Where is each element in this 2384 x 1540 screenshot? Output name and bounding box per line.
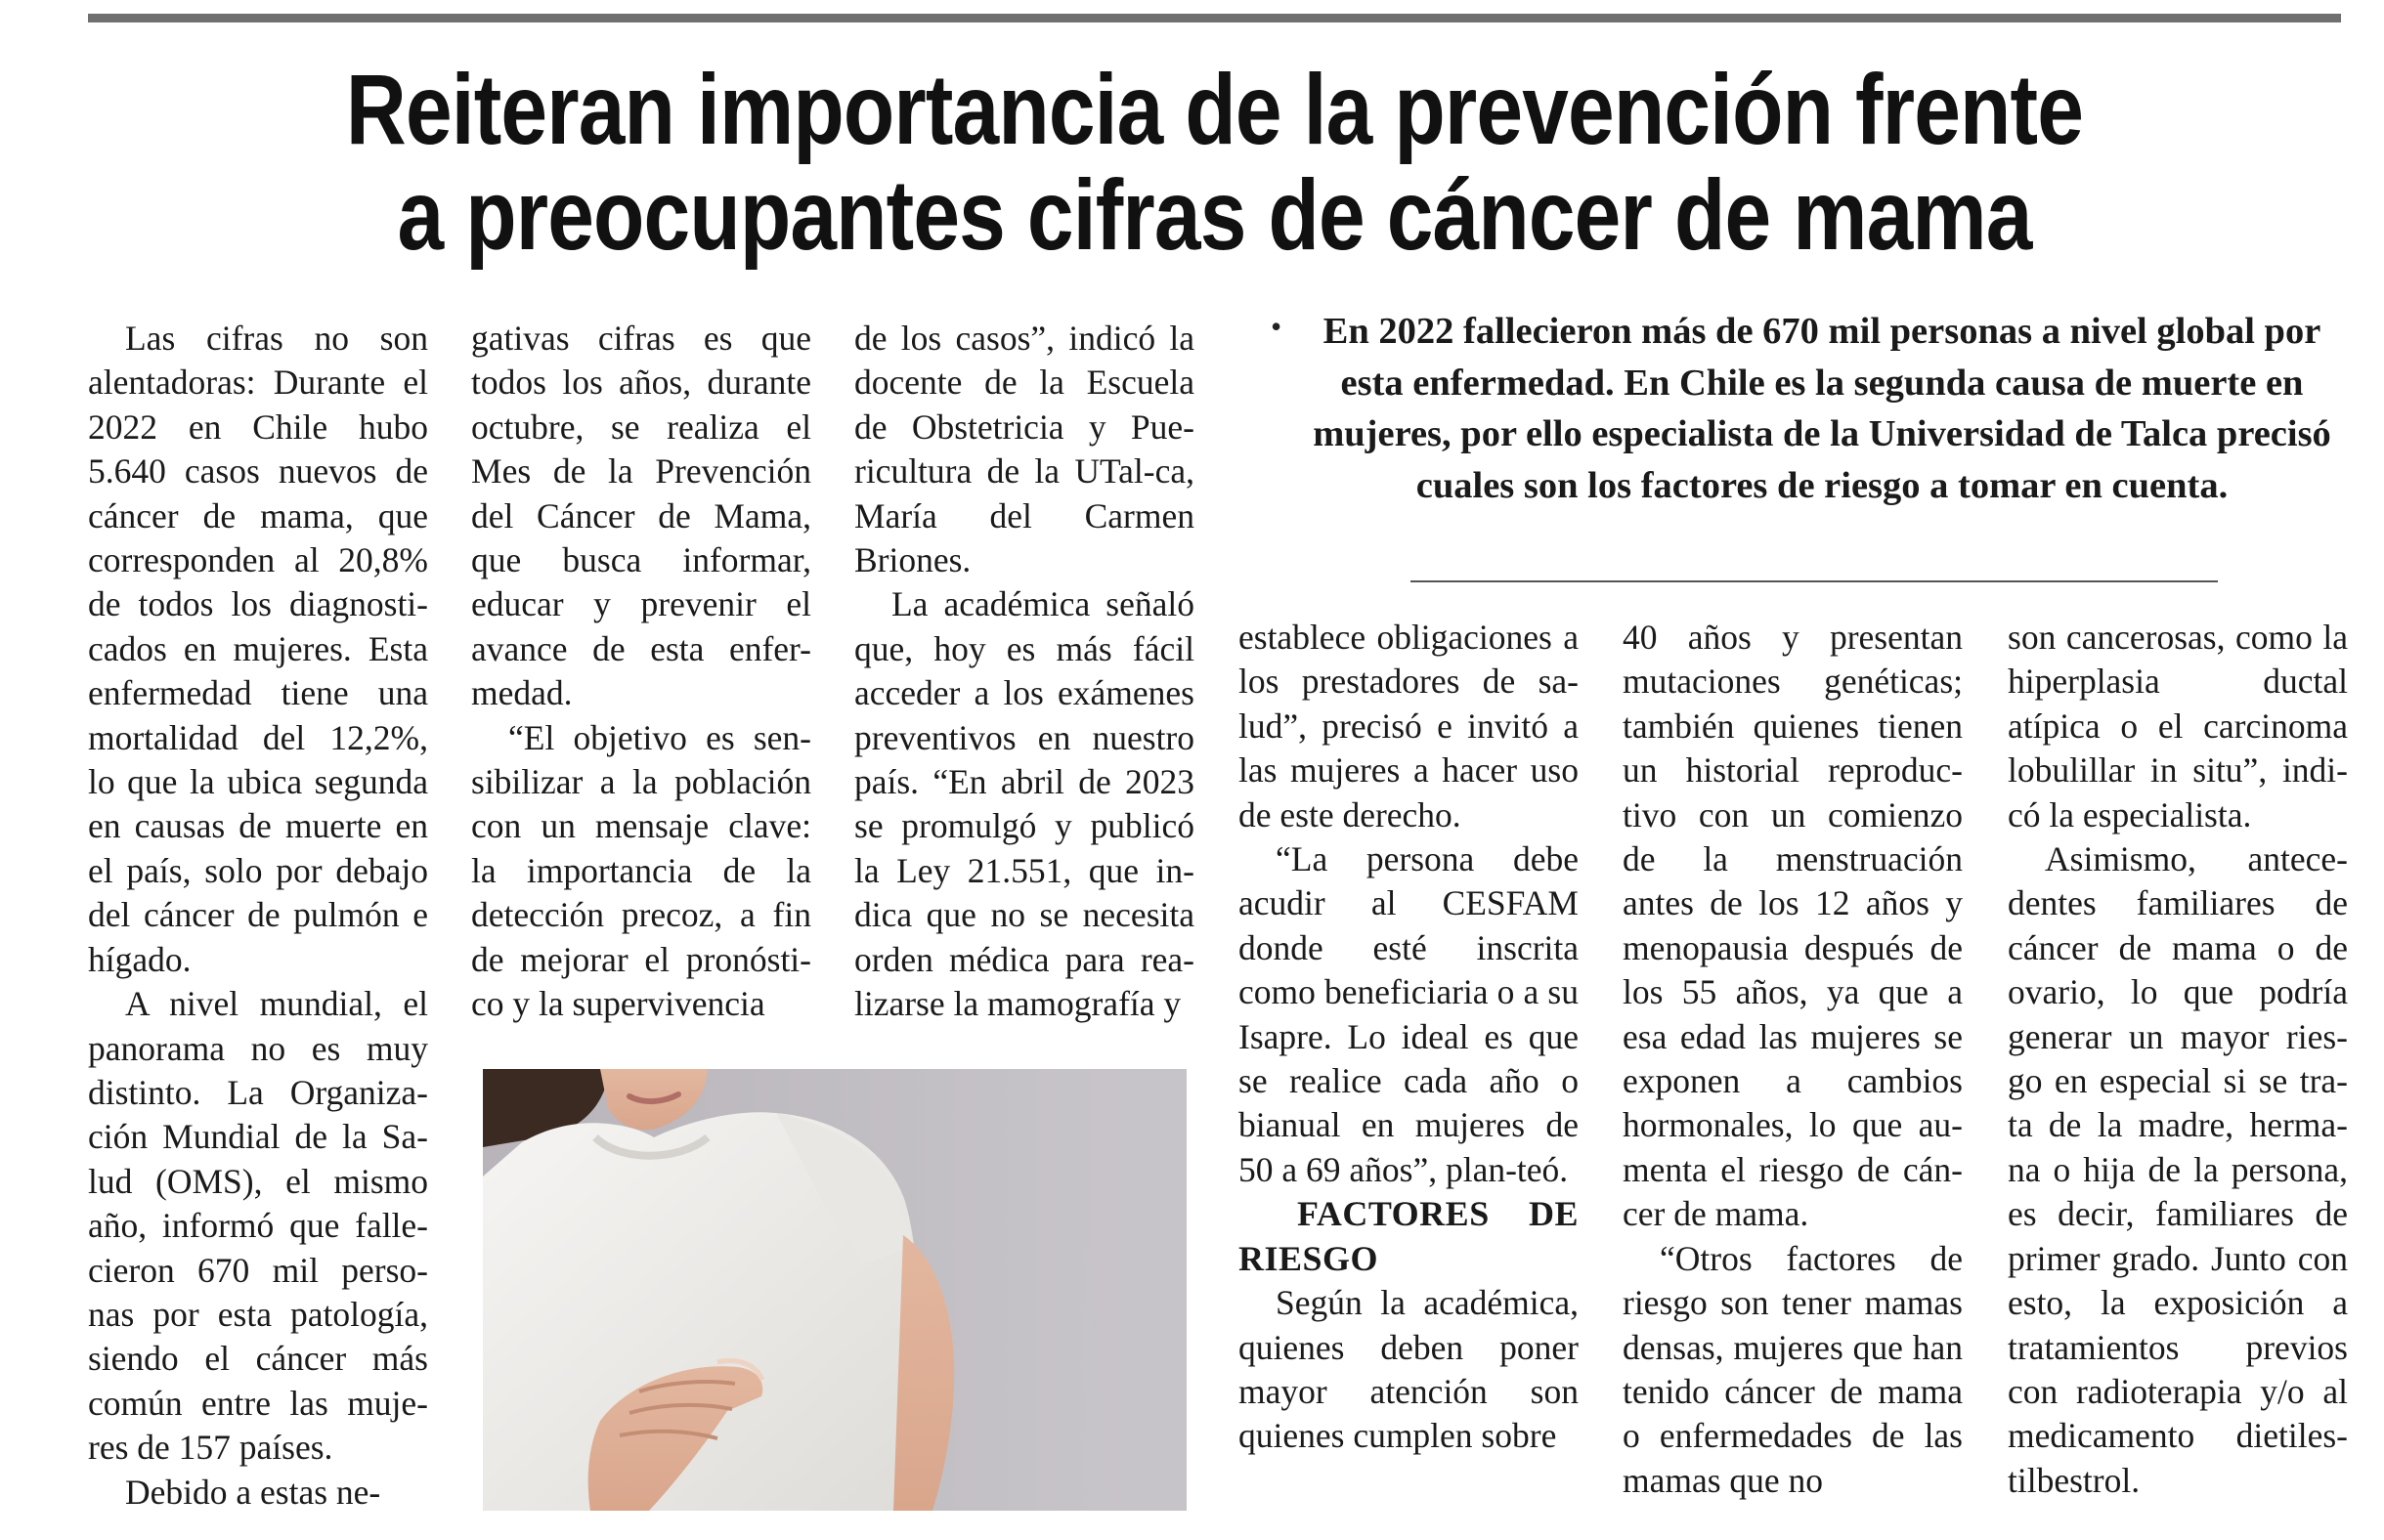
headline-line-2: a preocupantes cifras de cáncer de mama — [397, 159, 2032, 271]
body-paragraph: “Otros factores de riesgo son tener mamas densas, mujeres que han tenido cáncer de mama o enfermedades de las mamas que no — [1623, 1238, 1963, 1500]
woman-breast-exam-illustration — [483, 1069, 1187, 1511]
lead-divider — [1410, 580, 2218, 582]
headline — [268, 54, 2160, 271]
body-paragraph: son cancerosas, como la hiperplasia ductal atípica o el carcinoma lobulillar in situ”, indi-có la especialista. — [2008, 618, 2348, 834]
lead-bullet: • — [1271, 309, 1282, 344]
body-paragraph: A nivel mundial, el panorama no es muy distinto. La Organiza-ción Mundial de la Sa-lud (OMS), el mismo año, informó que falle-cieron 670 mil perso-nas por esta patología, siendo el cáncer más común entre las muje-res de 157 países. — [88, 984, 428, 1468]
body-paragraph: Las cifras no son alentadoras: Durante el 2022 en Chile hubo 5.640 casos nuevos de cáncer de mama, que corresponden al 20,8% de todos los diagnosti-cados en mujeres. Esta enfermedad tiene una mortalidad del 12,2%, lo que la ubica segunda en causas de muerte en el país, solo por debajo del cáncer de pulmón e hígado. — [88, 319, 428, 979]
body-paragraph: de los casos”, indicó la docente de la Escuela de Obstetricia y Pue-ricultura de la UTal-ca, María del Carmen Briones. — [854, 319, 1194, 580]
article-column-4 — [1238, 616, 1579, 1459]
lead-summary: En 2022 fallecieron más de 670 mil personas a nivel global por esta enfermedad. En Chile es la segunda causa de muerte en mujeres, por ello especialista de la Universidad de Talca precisó cuales son los factores de riesgo a tomar en cuenta. — [1313, 311, 2331, 506]
top-rule — [88, 14, 2341, 22]
article-column-2 — [471, 317, 811, 1027]
headline-line-1: Reiteran importancia de la prevención frente — [345, 54, 2084, 165]
article-column-6 — [2008, 616, 2348, 1503]
body-paragraph: “La persona debe acudir al CESFAM donde esté inscrita como beneficiaria o a su Isapre. Lo ideal es que se realice cada año o bianual en mujeres de 50 a 69 años”, plan-teó. — [1238, 839, 1579, 1189]
body-paragraph: “El objetivo es sen-sibilizar a la población con un mensaje clave: la importancia de la detección precoz, a fin de mejorar el pronósti-co y la supervivencia — [471, 717, 811, 1024]
body-paragraph: establece obligaciones a los prestadores de sa-lud”, precisó e invitó a las mujeres a hacer uso de este derecho. — [1238, 618, 1579, 834]
article-column-3 — [854, 317, 1194, 1027]
section-subhead: FACTORES DE RIESGO — [1238, 1194, 1579, 1278]
body-paragraph: Según la académica, quienes deben poner mayor atención son quienes cumplen sobre — [1238, 1283, 1579, 1456]
body-paragraph: La académica señaló que, hoy es más fácil acceder a los exámenes preventivos en nuestro país. “En abril de 2023 se promulgó y publicó la Ley 21.551, que in-dica que no se necesita orden médica para rea-lizarse la mamografía y — [854, 584, 1194, 1024]
article-photo — [483, 1069, 1187, 1511]
body-paragraph: 40 años y presentan mutaciones genéticas; también quienes tienen un historial reproduc-tivo con un comienzo de la menstruación antes de los 12 años y menopausia después de los 55 años, ya que a esa edad las mujeres se exponen a cambios hormonales, lo que au-menta el riesgo de cán-cer de mama. — [1623, 618, 1963, 1234]
body-paragraph: Asimismo, antece-dentes familiares de cáncer de mama o de ovario, lo que podría generar un mayor ries-go en especial si se tra-ta de la madre, herma-na o hija de la persona, es decir, familiares de primer grado. Junto con esto, la exposición a tratamientos previos con radioterapia y/o al medicamento dietiles-tilbestrol. — [2008, 839, 2348, 1500]
article-column-5 — [1623, 616, 1963, 1503]
article-column-1 — [88, 317, 428, 1515]
body-paragraph: gativas cifras es que todos los años, durante octubre, se realiza el Mes de la Prevención del Cáncer de Mama, que busca informar, educar y prevenir el avance de esta enfer-medad. — [471, 319, 811, 713]
body-paragraph: Debido a estas ne- — [125, 1472, 381, 1512]
